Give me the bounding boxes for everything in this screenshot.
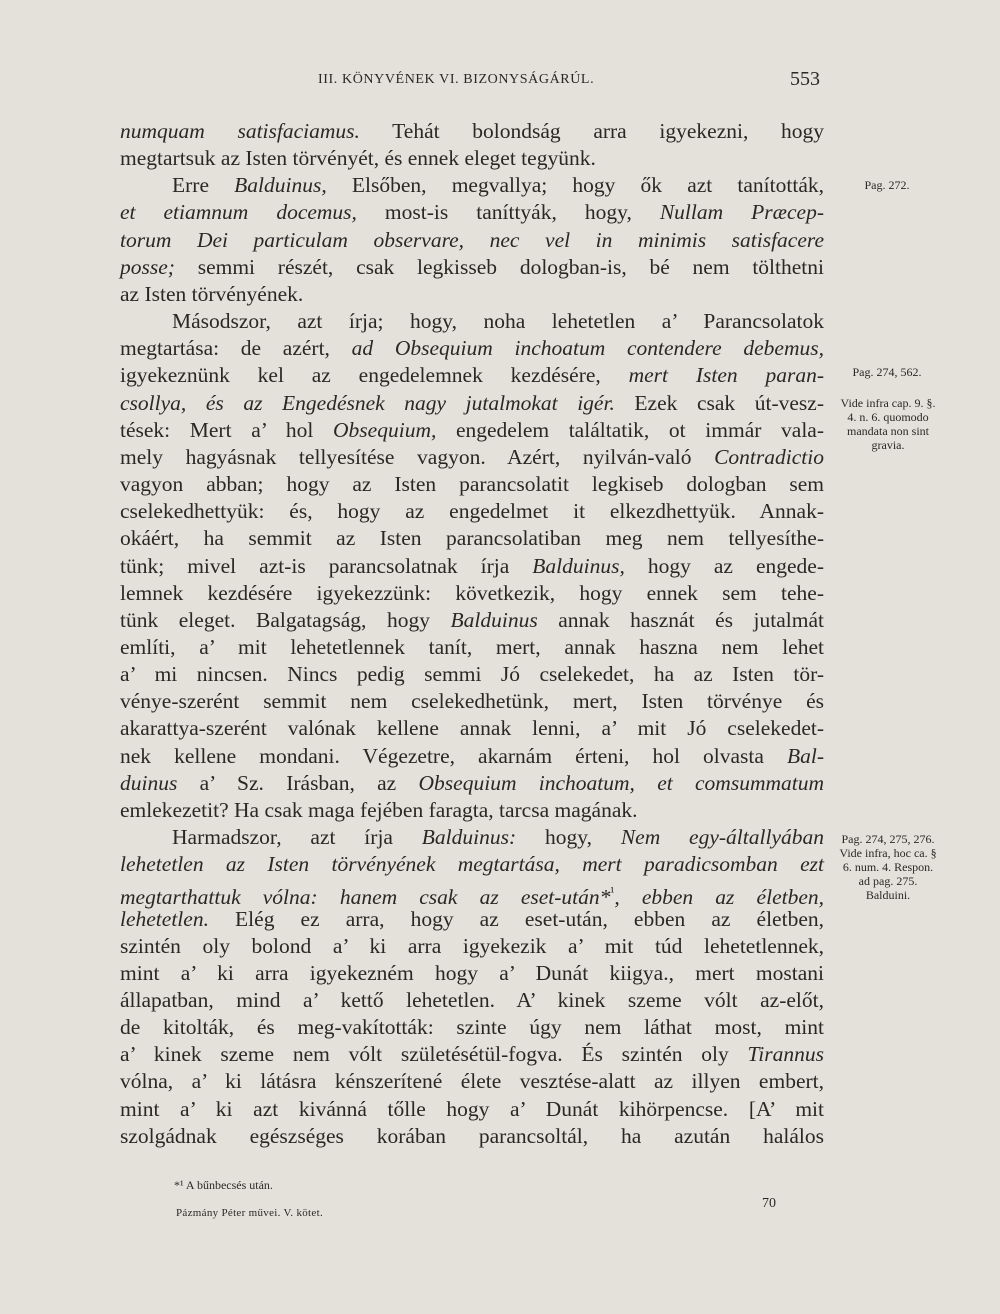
text-line [120, 199, 824, 226]
text-line [120, 688, 824, 715]
text-run: nek kellene mondani. Végezetre, akarnám érteni, hol olvasta [120, 743, 787, 768]
italic-run: Tirannus [747, 1042, 824, 1067]
text-line [120, 1014, 824, 1041]
text-run: vagyon abban; hogy az Isten parancsolatit legkiseb dologban sem [120, 472, 824, 497]
signature-number: 70 [762, 1196, 776, 1211]
text-run: de kitolták, és meg-vakították: szinte úgy nem láthat most, mint [120, 1015, 824, 1040]
text-line [120, 553, 824, 580]
text-line [120, 498, 824, 525]
text-run: tünk eleget. Balgatagság, hogy [120, 607, 451, 632]
text-run: igyekeznünk kel az engedelemnek kezdésére, [120, 363, 629, 388]
italic-run: Nem egy-általlyában [620, 825, 824, 850]
text-line [120, 145, 824, 172]
italic-run: Obsequium inchoatum, et comsummatum [418, 770, 824, 795]
text-run: megtartása: de azért, [120, 336, 352, 361]
text-line [120, 254, 824, 281]
running-header [120, 68, 820, 94]
italic-run: ¹ [610, 884, 615, 900]
italic-run: et etiamnum docemus, [120, 200, 357, 225]
text-run: vólna, a’ ki látásra kénszerítené élete vesztése-alatt az illyen embert, [120, 1069, 824, 1094]
italic-run: lehetetlen az Isten törvényének megtartása, mert paradicsomban ezt [120, 852, 824, 877]
text-run: Tehát bolondság arra igyekezni, hogy [359, 119, 824, 143]
text-line [120, 634, 824, 661]
body-text [120, 118, 824, 1150]
text-run: most-is taníttyák, hogy, [356, 200, 660, 225]
footnote: *¹ A bűnbecsés után. [174, 1178, 273, 1192]
italic-run: duinus [120, 770, 178, 795]
text-line [120, 417, 824, 444]
text-line [120, 227, 824, 254]
text-line [120, 335, 824, 362]
text-run: hogy, [516, 825, 621, 850]
text-run: Elég ez arra, hogy az eset-után, ebben az életben, [208, 906, 824, 931]
text-line [120, 987, 824, 1014]
text-line [120, 580, 824, 607]
text-line [120, 471, 824, 498]
text-line [120, 308, 824, 335]
text-run: a’ Sz. Irásban, az [177, 770, 419, 795]
text-line [120, 1096, 824, 1123]
text-run: említi, a’ mit lehetetlennek tanít, mert, annak haszna nem lehet [120, 634, 824, 659]
text-run: mint a’ ki arra igyekezném hogy a’ Dunát kiigya., mert mostani [120, 960, 824, 985]
text-run: okáért, ha semmit az Isten parancsolatiban meg nem tellyesíthe- [120, 526, 824, 551]
italic-run: Balduinus [450, 607, 538, 632]
text-run: vénye-szerént semmit nem cselekedhetünk, mert, Isten törvénye és [120, 689, 824, 714]
italic-run: posse; [120, 254, 175, 279]
italic-run: mert Isten paran- [628, 363, 824, 388]
italic-run: ad Obsequium inchoatum contendere debemus, [351, 336, 824, 361]
text-line [120, 607, 824, 634]
text-line [120, 824, 824, 851]
text-line [120, 851, 824, 878]
text-run: állapatban, mind a’ kettő lehetetlen. A’ kinek szeme vólt az-előt, [120, 988, 824, 1012]
text-line [120, 661, 824, 688]
italic-run: Bal- [786, 743, 824, 768]
text-line [120, 1041, 824, 1068]
text-run: mint a’ ki azt kivánná tőlle hogy a’ Dunát kihörpencse. [A’ mit [120, 1096, 824, 1121]
text-run: lemnek kezdésére igyekezzünk: következik, hogy ennek sem tehe- [120, 580, 824, 605]
margin-note-4: Pag. 274, 275, 276. Vide infra, hoc ca. § 6. num. 4. Respon. ad pag. 275. Balduini. [839, 832, 937, 902]
text-line [120, 878, 825, 910]
italic-run: lehetetlen. [120, 906, 209, 931]
italic-run: torum Dei particulam observare, nec vel in minimis satisfacere [120, 227, 824, 252]
italic-run: Nullam Præcep- [659, 200, 824, 225]
text-run: hogy az engede- [624, 553, 824, 578]
italic-run: Balduinus, [532, 553, 625, 578]
margin-note-2: Pag. 274, 562. [852, 365, 922, 379]
page-number: 553 [790, 68, 820, 90]
text-run: Elsőben, megvallya; hogy ők azt tanították, [326, 173, 824, 198]
italic-run: , ebben az életben, [614, 885, 825, 910]
text-line [120, 390, 824, 417]
text-run: megtartsuk az Isten törvényét, és ennek eleget tegyünk. [120, 146, 596, 171]
text-run: szolgádnak egészséges korában parancsoltál, ha azután halálos [120, 1123, 824, 1148]
text-run: tünk; mivel azt-is parancsolatnak írja [120, 553, 533, 578]
text-line [120, 743, 824, 770]
italic-run: csollya, és az Engedésnek nagy jutalmokat igér. [120, 390, 615, 415]
text-run: Harmadszor, azt írja [172, 825, 422, 850]
text-line [120, 172, 824, 199]
text-run: szintén oly bolond a’ ki arra igyekezik a’ mit túd lehetetlennek, [120, 933, 824, 958]
text-line [120, 1068, 824, 1095]
text-run: engedelem találtatik, ot immár vala- [436, 417, 824, 442]
text-run: annak hasznát és jutalmát [537, 607, 824, 632]
text-run: a’ kinek szeme nem vólt születésétül-fogva. És szintén oly [120, 1042, 748, 1067]
text-line [120, 715, 824, 742]
text-run: Ezek csak út-vesz- [614, 390, 824, 415]
text-line [120, 960, 824, 987]
text-line [120, 444, 824, 471]
text-line [120, 362, 824, 389]
margin-note-1: Pag. 272. [864, 178, 910, 192]
italic-run: Contradictio [714, 444, 824, 469]
text-line [120, 797, 824, 824]
text-run: akarattya-szerént valónak kellene annak lenni, a’ mit Jó cselekedet- [120, 716, 824, 741]
text-run: mely hagyásnak tellyesítése vagyon. Azért, nyilván-való [120, 444, 715, 469]
text-line [120, 906, 824, 933]
text-run: tések: Mert a’ hol [120, 417, 334, 442]
publisher-line: Pázmány Péter művei. V. kötet. [176, 1207, 323, 1219]
text-run: cselekedhettyük: és, hogy az engedelmet it elkezdhettyük. Annak- [120, 499, 824, 524]
text-line [120, 770, 824, 797]
text-run: Erre [172, 173, 235, 198]
text-run: semmi részét, csak legkisseb dologban-is, bé nem tölthetni [174, 254, 824, 279]
text-line [120, 525, 824, 552]
text-run: emlekezetit? Ha csak maga fejében faragta, tarcsa magának. [120, 797, 638, 822]
text-run: Másodszor, azt írja; hogy, noha lehetetlen a’ Parancsolatok [172, 309, 824, 334]
text-line [120, 281, 824, 308]
text-run: az Isten törvényének. [120, 281, 304, 306]
text-line [120, 1123, 824, 1150]
text-line [120, 933, 824, 960]
margin-note-3: Vide infra cap. 9. §. 4. n. 6. quomodo mandata non sint gravia. [840, 396, 936, 452]
italic-run: Obsequium, [333, 417, 437, 442]
text-line [120, 118, 824, 145]
chapter-heading: III. KÖNYVÉNEK VI. BIZONYSÁGÁRÚL. [318, 72, 595, 87]
italic-run: Balduinus: [421, 825, 517, 850]
italic-run: numquam satisfaciamus. [120, 119, 360, 143]
italic-run: Balduinus, [234, 173, 327, 198]
italic-run: megtarthattuk vólna: hanem csak az eset-után* [120, 885, 611, 910]
text-run: a’ mi nincsen. Nincs pedig semmi Jó cselekedet, ha az Isten tör- [120, 662, 824, 687]
